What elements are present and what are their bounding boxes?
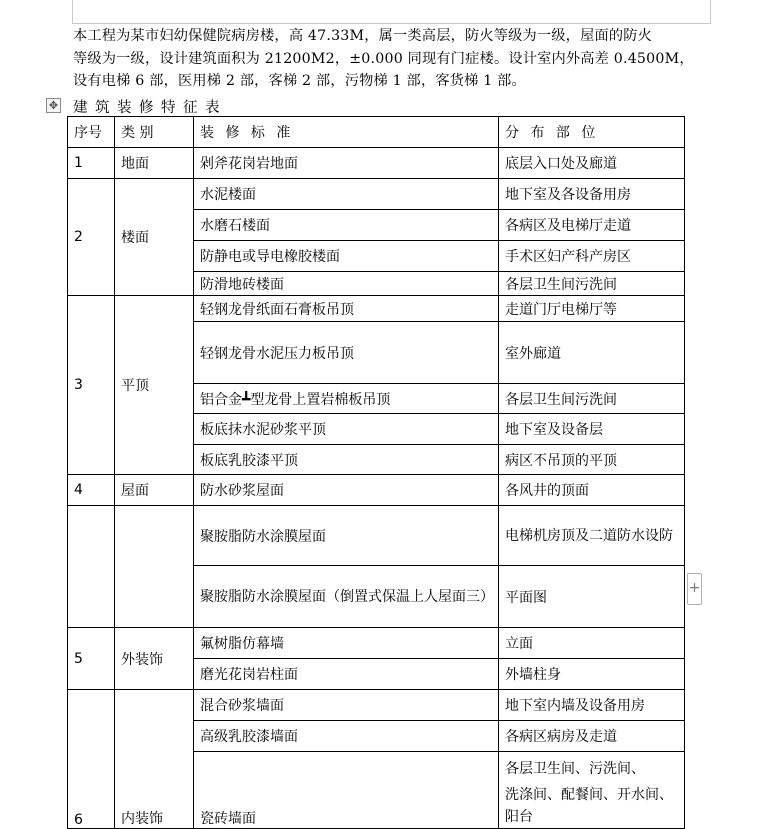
finish-location: 外墙柱身 [499, 659, 685, 690]
finish-location: 各层卫生间污洗间 [499, 272, 685, 296]
finish-standard: 聚胺脂防水涂膜屋面 [194, 506, 499, 566]
finish-standard: 板底乳胶漆平顶 [194, 445, 499, 475]
finish-location: 病区不吊顶的平顶 [499, 445, 685, 475]
finish-standard: 水泥楼面 [194, 179, 499, 210]
row-category: 屋面 [115, 475, 194, 506]
header-standard: 装 修 标 准 [194, 117, 499, 148]
page-top-boundary [72, 0, 711, 24]
finish-standard: 板底抹水泥砂浆平顶 [194, 414, 499, 445]
table-row [68, 690, 685, 721]
finish-standard: 水磨石楼面 [194, 210, 499, 241]
finish-location: 平面图 [499, 566, 685, 628]
finish-standard: 高级乳胶漆墙面 [194, 721, 499, 752]
finish-standard: 轻钢龙骨水泥压力板吊顶 [194, 322, 499, 384]
table-title: 建筑装修特征表 [73, 100, 227, 116]
header-category: 类 别 [115, 117, 194, 148]
header-location: 分 布 部 位 [499, 117, 685, 148]
finish-location: 底层入口处及廊道 [499, 148, 685, 179]
finish-standard: 防滑地砖楼面 [194, 272, 499, 296]
table-move-handle-icon[interactable]: ✥ [46, 98, 61, 113]
table-row [68, 179, 685, 210]
row-category: 外装饰 [115, 628, 194, 690]
table-row [68, 148, 685, 179]
row-category: 内装饰 [115, 690, 194, 829]
finish-standard: 防水砂浆屋面 [194, 475, 499, 506]
finish-standard: 剁斧花岗岩地面 [194, 148, 499, 179]
table-row [68, 296, 685, 322]
finish-standard: 聚胺脂防水涂膜屋面（倒置式保温上人屋面三） [194, 566, 499, 628]
row-category: 楼面 [115, 179, 194, 296]
finish-table [67, 116, 685, 829]
finish-location: 地下室及各设备用房 [499, 179, 685, 210]
table-row [68, 475, 685, 506]
finish-location: 手术区妇产科产房区 [499, 241, 685, 272]
finish-location: 地下室内墙及设备用房 [499, 690, 685, 721]
finish-location: 各病区及电梯厅走道 [499, 210, 685, 241]
intro-line: 本工程为某市妇幼保健院病房楼，高 47.33M，属一类高层，防火等级为一级，屋面的防火 [73, 28, 653, 44]
finish-location: 地下室及设备层 [499, 414, 685, 445]
row-no [68, 506, 115, 628]
row-category [115, 506, 194, 628]
finish-location: 立面 [499, 628, 685, 659]
row-no: 5 [68, 628, 115, 690]
row-no: 1 [68, 148, 115, 179]
finish-standard: 瓷砖墙面 [194, 784, 499, 829]
finish-location: 洗涤间、配餐间、开水间、阳台 [499, 784, 685, 829]
finish-location: 各层卫生间、污洗间、 [499, 752, 685, 784]
intro-paragraph [73, 25, 693, 93]
finish-standard [194, 752, 499, 784]
header-no: 序号 [68, 117, 115, 148]
finish-standard: 轻钢龙骨纸面石膏板吊顶 [194, 296, 499, 322]
row-category: 平顶 [115, 296, 194, 475]
row-category: 地面 [115, 148, 194, 179]
table-row [68, 628, 685, 659]
table-row [68, 506, 685, 566]
row-no: 2 [68, 179, 115, 296]
finish-location: 室外廊道 [499, 322, 685, 384]
add-row-plus-icon[interactable]: + [687, 573, 702, 605]
finish-standard: 铝合金┻型龙骨上置岩棉板吊顶 [194, 384, 499, 414]
intro-line: 等级为一级，设计建筑面积为 21200M2，±0.000 同现有门症楼。设计室内外高差 0.4500M， [73, 50, 694, 67]
finish-location: 各病区病房及走道 [499, 721, 685, 752]
intro-line: 设有电梯 6 部，医用梯 2 部，客梯 2 部，污物梯 1 部，客货梯 1 部。 [73, 73, 526, 89]
finish-standard: 防静电或导电橡胶楼面 [194, 241, 499, 272]
row-no: 3 [68, 296, 115, 475]
finish-location: 走道门厅电梯厅等 [499, 296, 685, 322]
finish-standard: 磨光花岗岩柱面 [194, 659, 499, 690]
finish-location: 各风井的顶面 [499, 475, 685, 506]
finish-standard: 混合砂浆墙面 [194, 690, 499, 721]
finish-standard: 氟树脂仿幕墙 [194, 628, 499, 659]
table-header-row [68, 117, 685, 148]
finish-location: 各层卫生间污洗间 [499, 384, 685, 414]
row-no: 6 [68, 690, 115, 829]
row-no: 4 [68, 475, 115, 506]
finish-location: 电梯机房顶及二道防水设防 [499, 506, 685, 566]
